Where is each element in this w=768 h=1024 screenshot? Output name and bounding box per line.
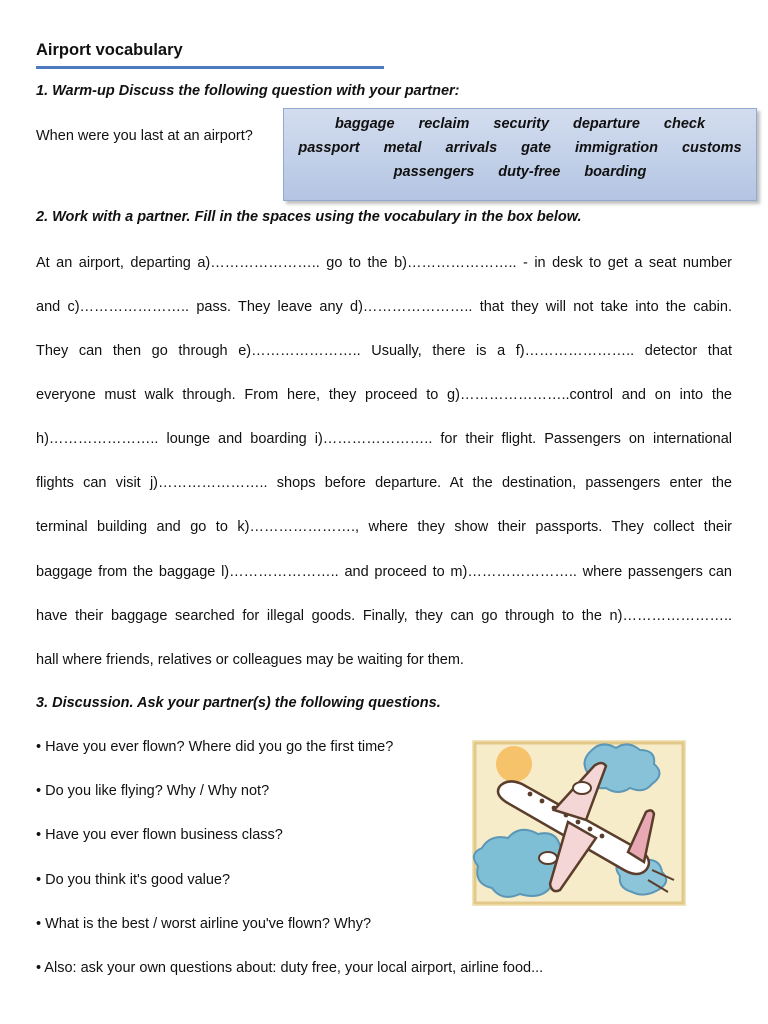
- title-underline: [36, 66, 384, 69]
- vocab-word: immigration: [574, 140, 658, 156]
- discussion-question: • Do you think it's good value?: [36, 872, 231, 888]
- discussion-question: • Do you like flying? Why / Why not?: [36, 783, 270, 799]
- discussion-question: • Also: ask your own questions about: duty free, your local airport, airline food...: [36, 960, 544, 976]
- warmup-question: When were you last at an airport?: [36, 128, 253, 144]
- paragraph-line: h)………………….. lounge and boarding i)………………….. for their flight. Passengers on international: [36, 431, 732, 447]
- vocab-word: security: [493, 116, 550, 132]
- page-title: Airport vocabulary: [36, 41, 183, 59]
- vocab-word: departure: [573, 116, 640, 132]
- vocab-word: check: [663, 116, 706, 132]
- vocab-line-2: [284, 140, 756, 156]
- paragraph-line: baggage from the baggage l)………………….. and proceed to m)………………….. where passengers can: [36, 564, 732, 580]
- paragraph-line: everyone must walk through. From here, they proceed to g)…………………..control and on into the: [36, 387, 732, 403]
- vocab-word: gate: [521, 140, 551, 156]
- paragraph-line: terminal building and go to k)…………………., where they show their passports. They collect their: [36, 519, 732, 535]
- vocab-word: baggage: [334, 116, 395, 132]
- discussion-question: • What is the best / worst airline you've flown? Why?: [36, 916, 372, 932]
- vocab-word: duty-free: [498, 164, 561, 180]
- paragraph-line: have their baggage searched for illegal goods. Finally, they can go through to the n)…………………..: [36, 608, 732, 624]
- vocab-word: metal: [383, 140, 422, 156]
- vocab-word: customs: [681, 140, 742, 156]
- paragraph-line: hall where friends, relatives or colleagues may be waiting for them.: [36, 652, 464, 668]
- paragraph-line: They can then go through e)………………….. Usually, there is a f)………………….. detector that: [36, 343, 732, 359]
- vocab-line-3: [284, 164, 756, 180]
- paragraph-line: At an airport, departing a)………………….. go to the b)………………….. - in desk to get a seat number: [36, 255, 732, 271]
- vocab-word: passengers: [393, 164, 475, 180]
- vocab-word: arrivals: [445, 140, 498, 156]
- section2-heading: 2. Work with a partner. Fill in the spaces using the vocabulary in the box below.: [36, 209, 582, 225]
- vocab-word: boarding: [584, 164, 647, 180]
- vocab-word: passport: [298, 140, 360, 156]
- section1-heading: 1. Warm-up Discuss the following question with your partner:: [36, 83, 460, 99]
- vocab-word: reclaim: [418, 116, 470, 132]
- paragraph-line: and c)………………….. pass. They leave any d)………………….. that they will not take into the cabin.: [36, 299, 732, 315]
- discussion-question: • Have you ever flown business class?: [36, 827, 283, 843]
- section3-heading: 3. Discussion. Ask your partner(s) the following questions.: [36, 695, 441, 711]
- discussion-question: • Have you ever flown? Where did you go the first time?: [36, 739, 394, 755]
- vocabulary-box: [283, 108, 757, 201]
- airplane-clipart-icon: [472, 740, 686, 906]
- vocab-line-1: [284, 116, 756, 132]
- paragraph-line: flights can visit j)………………….. shops before departure. At the destination, passengers enter the: [36, 475, 732, 491]
